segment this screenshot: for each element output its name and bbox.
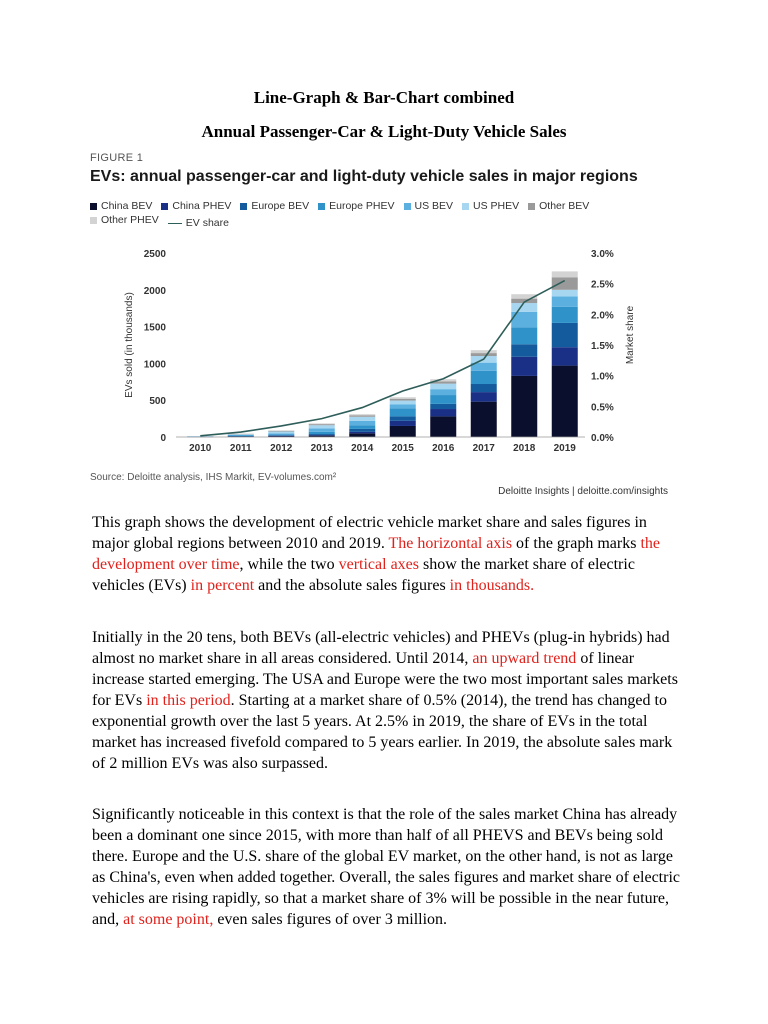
paragraph-2 [92, 627, 682, 774]
bar-segment [390, 408, 416, 416]
y2-tick-label: 0.0% [591, 433, 614, 444]
bar-segment [349, 433, 375, 437]
text-run: Significantly noticeable in this context is that the role of the sales market China has already been a dominant one since 2015, with more than half of all PHEVS and BEVs being sold there. Europe and the U.S. share of the global EV market, on the other hand, is not as large as China's, even when added together. Overall, the sales figures and market share of electric vehicles are rising rapidly, so that a market share of 3% will be possible in the near future, and, [92, 806, 680, 928]
bar-segment [390, 416, 416, 420]
figure-heading: EVs: annual passenger-car and light-duty vehicle sales in major regions [90, 168, 638, 185]
highlighted-phrase: in thousands. [449, 577, 535, 594]
bar-segment [390, 404, 416, 408]
bar-segment [430, 389, 456, 395]
bar-segment [552, 296, 578, 306]
bar-segment [471, 353, 497, 356]
x-tick-label: 2012 [270, 443, 293, 454]
y-tick-label: 1500 [143, 322, 166, 334]
bar-segment [471, 384, 497, 392]
bar-segment [268, 433, 294, 434]
y-tick-label: 500 [149, 396, 166, 408]
bar-segment [552, 323, 578, 347]
x-tick-label: 2017 [472, 443, 495, 454]
y2-tick-label: 1.0% [591, 371, 614, 383]
x-tick-label: 2018 [513, 443, 536, 454]
x-tick-label: 2013 [310, 443, 333, 454]
y-tick-label: 2500 [143, 249, 166, 260]
figure-label: FIGURE 1 [90, 152, 144, 164]
y-tick-label: 1000 [143, 359, 166, 371]
bar-segment [268, 435, 294, 436]
bar-segment [390, 399, 416, 401]
bar-segment [511, 357, 537, 376]
y2-tick-label: 2.0% [591, 310, 614, 322]
bar-segment [349, 417, 375, 421]
text-run: This graph shows the development of electric vehicle market share and sales figures in major global regions between 2010 and 2019. [92, 514, 647, 552]
legend-label: EV share [185, 217, 229, 229]
bar-segment [390, 421, 416, 426]
document-title-line2: Annual Passenger-Car & Light-Duty Vehicle Sales [201, 122, 567, 141]
text-run: , while the two [239, 556, 339, 573]
text-run: Initially in the 20 tens, both BEVs (all-electric vehicles) and PHEVs (plug-in hybrids) had almost no market share in all areas considered. Until 2014, [92, 629, 670, 667]
legend-label: Other BEV [539, 200, 590, 212]
x-tick-label: 2019 [553, 443, 576, 454]
bar-segment [268, 436, 294, 437]
bar-segment [268, 431, 294, 433]
highlighted-phrase: vertical axes [338, 556, 420, 573]
highlighted-phrase: the development over time [92, 535, 660, 573]
bar-segment [511, 327, 537, 344]
bar-segment [309, 432, 335, 434]
bar-segment [511, 303, 537, 312]
text-run: even sales figures of over 3 million. [213, 911, 448, 928]
bar-segment [552, 271, 578, 277]
ev-share-line [200, 281, 565, 436]
paragraph-3 [92, 804, 682, 930]
bar-segment [430, 416, 456, 437]
x-tick-label: 2010 [189, 443, 212, 454]
y-tick-label: 0 [160, 433, 166, 444]
bar-segment [390, 426, 416, 437]
legend-label: US PHEV [473, 200, 520, 212]
bar-segment [309, 435, 335, 436]
y-axis-label: EVs sold (in thousands) [124, 292, 135, 398]
bar-segment [268, 434, 294, 435]
highlighted-phrase: The horizontal axis [388, 535, 513, 552]
text-run: of the graph marks [512, 535, 641, 552]
y2-tick-label: 3.0% [591, 249, 614, 260]
bar-segment [228, 436, 254, 437]
bar-segment [430, 409, 456, 416]
paragraph-1 [92, 512, 682, 596]
y2-tick-label: 1.5% [591, 341, 614, 352]
bar-segment [349, 429, 375, 432]
bar-segment [471, 371, 497, 384]
bar-segment [309, 424, 335, 425]
text-run: of linear increase started emerging. The USA and Europe were the two most important sales markets for EVs [92, 650, 678, 709]
bar-segment [552, 366, 578, 437]
ev-sales-chart [90, 152, 680, 472]
text-run: . Starting at a market share of 0.5% (2014), the trend has changed to exponential growth over the last 5 years. At 2.5% in 2019, the share of EVs in the total market has increased fivefold compared to 5 years earlier. In 2019, the absolute sales mark of 2 million EVs was also surpassed. [92, 692, 673, 772]
bar-segment [552, 277, 578, 290]
bar-segment [511, 344, 537, 357]
bar-segment [390, 397, 416, 398]
bar-segment [430, 404, 456, 409]
highlighted-phrase: in this period [146, 692, 231, 709]
figure-source: Source: Deloitte analysis, IHS Markit, EV-volumes.com² [90, 472, 337, 483]
y2-tick-label: 2.5% [591, 279, 614, 291]
highlighted-phrase: in percent [190, 577, 255, 594]
bar-segment [471, 392, 497, 402]
highlighted-phrase: at some point, [123, 911, 214, 928]
bar-segment [511, 376, 537, 437]
bar-segment [390, 401, 416, 405]
bar-segment [349, 432, 375, 433]
legend-label: US BEV [414, 200, 454, 212]
bar-segment [268, 430, 294, 431]
document-title-line1: Line-Graph & Bar-Chart combined [253, 88, 515, 107]
text-run: and the absolute sales figures [254, 577, 450, 594]
x-tick-label: 2011 [229, 443, 252, 454]
bar-segment [228, 434, 254, 435]
legend-label: Other PHEV [101, 214, 159, 226]
figure-brand: Deloitte Insights | deloitte.com/insights [498, 486, 668, 497]
y2-tick-label: 0.5% [591, 402, 614, 414]
legend-label: China BEV [101, 200, 153, 212]
bar-segment [552, 347, 578, 365]
bar-segment [309, 423, 335, 424]
highlighted-phrase: an upward trend [472, 650, 577, 667]
bar-segment [471, 350, 497, 353]
bar-segment [228, 435, 254, 436]
bar-segment [309, 434, 335, 435]
x-tick-label: 2014 [351, 443, 374, 454]
bar-segment [349, 421, 375, 425]
bar-segment [430, 384, 456, 390]
bar-segment [552, 307, 578, 323]
bar-segment [349, 414, 375, 415]
bar-segment [309, 425, 335, 428]
bar-segment [349, 415, 375, 416]
x-tick-label: 2015 [391, 443, 414, 454]
bar-segment [552, 290, 578, 297]
y2-axis-label: Market share [625, 305, 636, 365]
bar-segment [430, 395, 456, 404]
ev-sales-figure [90, 152, 680, 502]
x-tick-label: 2016 [432, 443, 455, 454]
legend-label: Europe BEV [251, 200, 310, 212]
y-tick-label: 2000 [143, 285, 166, 297]
bar-segment [309, 429, 335, 432]
legend-label: China PHEV [172, 200, 232, 212]
legend-label: Europe PHEV [329, 200, 395, 212]
bar-segment [349, 425, 375, 429]
bar-segment [471, 402, 497, 437]
text-run: show the market share of electric vehicles (EVs) [92, 556, 635, 594]
